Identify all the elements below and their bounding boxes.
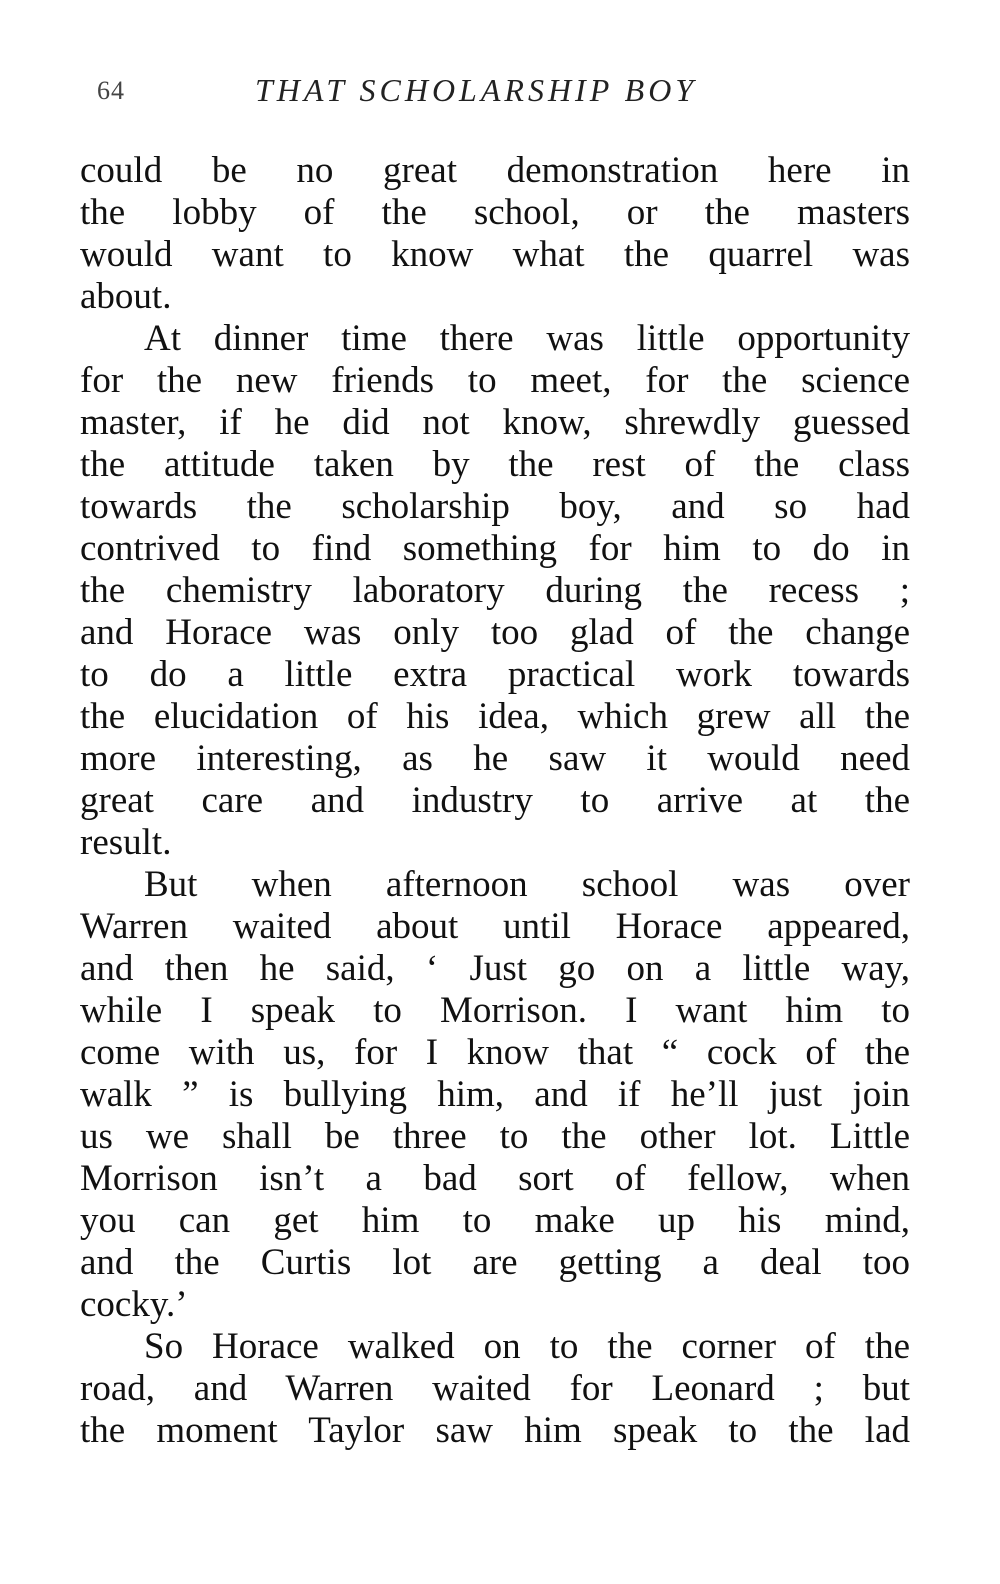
text-line: more interesting, as he saw it would need: [80, 738, 910, 779]
text-line: and the Curtis lot are getting a deal too: [80, 1242, 910, 1283]
body-text: [80, 150, 910, 1452]
text-line: contrived to find something for him to do in: [80, 528, 910, 569]
text-line: about.: [80, 276, 172, 317]
page-number: 64: [97, 76, 125, 105]
text-line: the chemistry laboratory during the recess ;: [80, 570, 910, 611]
paragraph-start-line: So Horace walked on to the corner of the: [144, 1326, 910, 1367]
text-line: result.: [80, 822, 172, 863]
text-line: and then he said, ‘ Just go on a little way,: [80, 948, 910, 989]
paragraph-start-line: At dinner time there was little opportunity: [144, 318, 910, 359]
text-line: towards the scholarship boy, and so had: [80, 486, 910, 527]
running-head: [95, 72, 910, 112]
text-line: road, and Warren waited for Leonard ; but: [80, 1368, 910, 1409]
text-line: for the new friends to meet, for the science: [80, 360, 910, 401]
text-line: the moment Taylor saw him speak to the lad: [80, 1410, 910, 1451]
text-line: could be no great demonstration here in: [80, 150, 910, 191]
text-line: great care and industry to arrive at the: [80, 780, 910, 821]
text-line: master, if he did not know, shrewdly guessed: [80, 402, 910, 443]
text-line: the elucidation of his idea, which grew all the: [80, 696, 910, 737]
text-line: cocky.’: [80, 1284, 188, 1325]
text-line: Warren waited about until Horace appeared,: [80, 906, 910, 947]
text-line: you can get him to make up his mind,: [80, 1200, 910, 1241]
text-line: us we shall be three to the other lot. Little: [80, 1116, 910, 1157]
text-line: the attitude taken by the rest of the class: [80, 444, 910, 485]
text-line: Morrison isn’t a bad sort of fellow, when: [80, 1158, 910, 1199]
text-line: walk ” is bullying him, and if he’ll just join: [80, 1074, 910, 1115]
text-line: the lobby of the school, or the masters: [80, 192, 910, 233]
running-title: THAT SCHOLARSHIP BOY: [255, 72, 698, 108]
text-line: while I speak to Morrison. I want him to: [80, 990, 910, 1031]
paragraph-start-line: But when afternoon school was over: [144, 864, 910, 905]
text-line: would want to know what the quarrel was: [80, 234, 910, 275]
text-line: and Horace was only too glad of the change: [80, 612, 910, 653]
text-line: come with us, for I know that “ cock of the: [80, 1032, 910, 1073]
text-line: to do a little extra practical work towards: [80, 654, 910, 695]
